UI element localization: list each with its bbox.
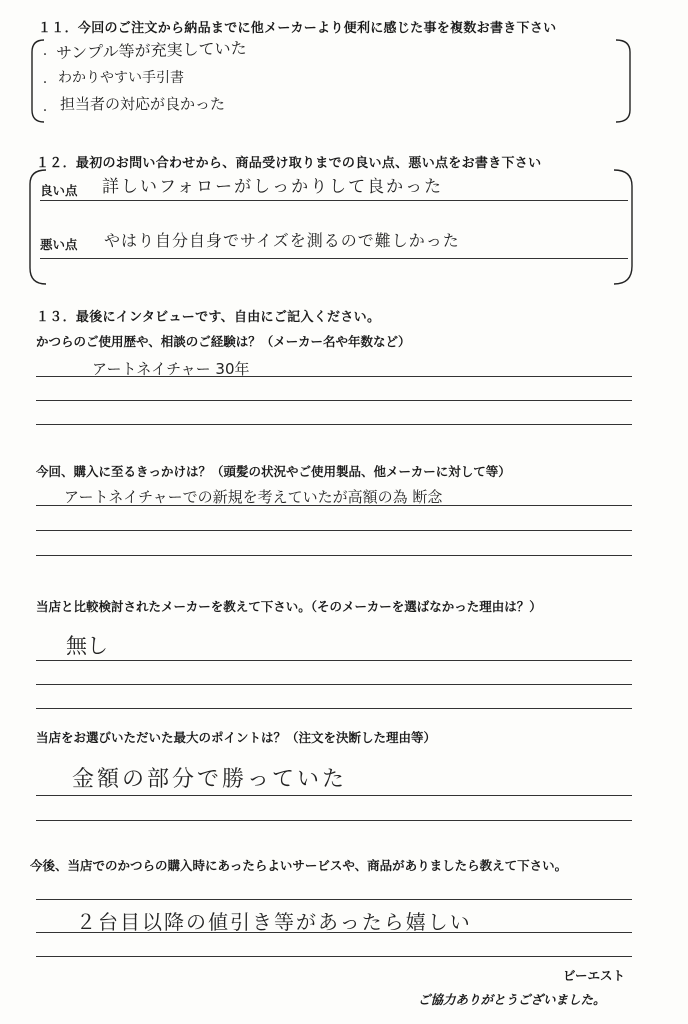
q11-bullet: ・: [40, 50, 50, 61]
q12-bad-label: 悪い点: [40, 237, 78, 252]
q13-reason-answer: アートネイチャーでの新規を考えていたが高額の為 断念: [64, 488, 443, 506]
q12-bad-answer: やはり自分自身でサイズを測るので難しかった: [104, 231, 460, 250]
q11-answer-1: サンプル等が充実していた: [55, 38, 247, 63]
q13-future-answer: ２台目以降の値引き等があったら嬉しい: [76, 910, 472, 934]
q12-good-label: 良い点: [40, 183, 78, 198]
answer-line: [36, 555, 632, 556]
company-name: ビーエスト: [563, 968, 626, 983]
q11-answer-3: 担当者の対応が良かった: [60, 95, 226, 113]
q12-title: １２．最初のお問い合わせから、商品受け取りまでの良い点、悪い点をお書き下さい: [36, 156, 542, 171]
q13-reason-prompt: 今回、購入に至るきっかけは？（頭髪の状況やご使用製品、他メーカーに対して等）: [36, 464, 511, 479]
answer-line: [36, 795, 632, 796]
answer-line: [36, 820, 632, 821]
answer-line: [36, 684, 632, 685]
answer-line: [36, 530, 632, 531]
answer-line: [36, 932, 632, 933]
answer-line: [36, 505, 632, 506]
thanks-message: ご協力ありがとうございました。: [418, 992, 606, 1007]
q13-experience-prompt: かつらのご使用歴や、相談のご経験は？（メーカー名や年数など）: [36, 334, 411, 349]
q11-bullet: ・: [40, 78, 50, 89]
q12-rule: [40, 258, 628, 259]
answer-line: [36, 708, 632, 709]
q11-title: １１．今回のご注文から納品までに他メーカーより便利に感じた事を複数お書き下さい: [38, 21, 557, 36]
q12-good-answer: 詳しいフォローがしっかりして良かった: [102, 177, 444, 197]
q13-future-prompt: 今後、当店でのかつらの購入時にあったらよいサービスや、商品がありましたら教えて下さい。: [30, 858, 568, 873]
q11-bullet: ・: [40, 106, 50, 117]
answer-line: [36, 424, 632, 425]
answer-line: [36, 660, 632, 661]
q12-rule: [40, 200, 628, 201]
q13-experience-answer: アートネイチャー 30年: [92, 360, 250, 378]
answer-line: [36, 899, 632, 900]
answer-line: [36, 376, 632, 377]
q13-compare-answer: 無し: [66, 634, 108, 658]
q13-compare-prompt: 当店と比較検討されたメーカーを教えて下さい。（そのメーカーを選ばなかった理由は？）: [36, 599, 542, 614]
answer-line: [36, 400, 632, 401]
answer-line: [36, 956, 632, 957]
q13-point-prompt: 当店をお選びいただいた最大のポイントは？（注文を決断した理由等）: [36, 730, 437, 745]
q13-point-answer: 金額の部分で勝っていた: [72, 767, 348, 792]
q13-title: １３．最後にインタビューです、自由にご記入ください。: [36, 310, 381, 325]
q11-answer-2: わかりやすい手引書: [58, 70, 184, 86]
